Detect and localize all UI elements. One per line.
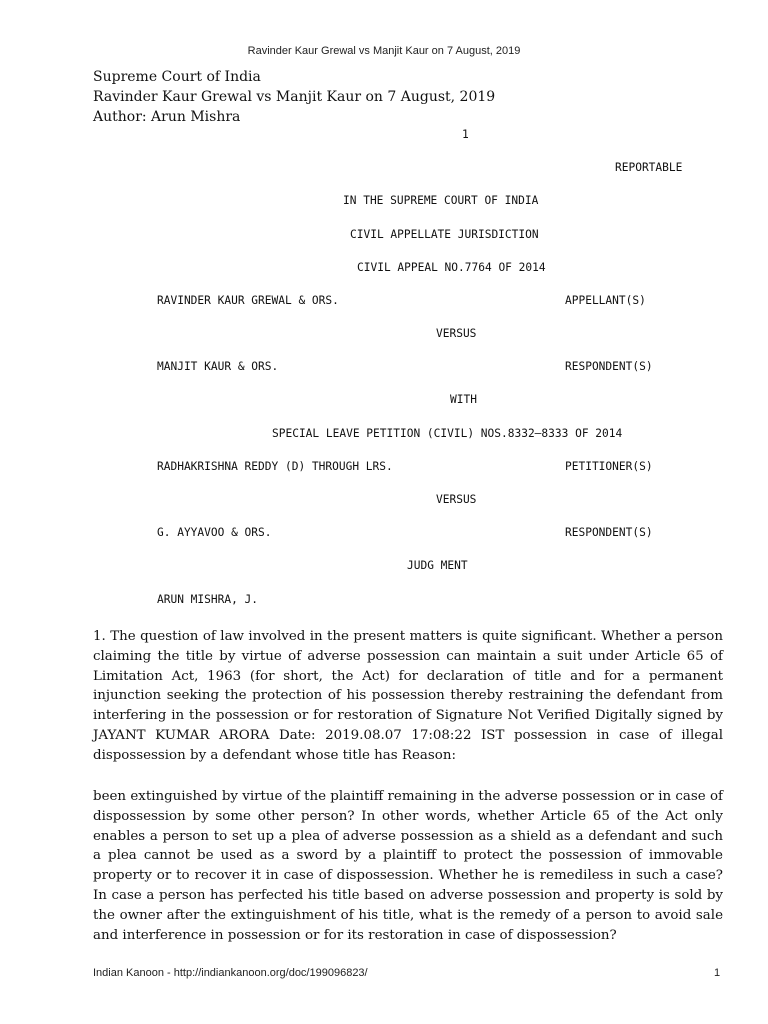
versus-label: VERSUS	[436, 327, 477, 340]
paragraph-2: been extinguished by virtue of the plaintiff remaining in the adverse possession or in case of dispossession by some other person? In other words, whether Article 65 of the Act only enables a person to set up a plea of adverse possession as a shield as a defendant and such a plea cannot be used as a sword by a plaintiff to protect the possession of immovable property or to recover it in case of dispossession. Whether he is remediless in such a case? In case a person has perfected his title based on adverse possession and property is sold by the owner after the extinguishment of his title, what is the remedy of a person to avoid sale and interference in possession or for its restoration in case of dispossession?	[93, 789, 723, 943]
court-name: Supreme Court of India	[93, 69, 261, 85]
versus-label-2: VERSUS	[436, 493, 477, 506]
respondent-name: MANJIT KAUR & ORS.	[157, 360, 279, 373]
reportable-label: REPORTABLE	[615, 161, 683, 174]
petitioner-name: RADHAKRISHNA REDDY (D) THROUGH LRS.	[157, 460, 393, 473]
paragraph-1: 1. The question of law involved in the present matters is quite significant. Whether a person claiming the title by virtue of adverse possession can maintain a suit under Article 65 of Limitation Act, 1963 (for short, the Act) for declaration of title and for a permanent injunction seeking the protection of his possession thereby restraining the defendant from interfering in the possession or for restoration of Signature Not Verified Digitally signed by JAYANT KUMAR ARORA Date: 2019.08.07 17:08:22 IST possession in case of illegal dispossession by a defendant whose title has Reason:	[93, 629, 723, 763]
with-label: WITH	[450, 393, 477, 406]
author-line: Author: Arun Mishra	[93, 109, 241, 125]
footer-page-number: 1	[714, 967, 721, 979]
respondent-role: RESPONDENT(S)	[565, 360, 653, 373]
running-header: Ravinder Kaur Grewal vs Manjit Kaur on 7 August, 2019	[247, 45, 521, 57]
court-heading: IN THE SUPREME COURT OF INDIA	[343, 194, 539, 207]
document-meta	[93, 67, 495, 127]
appellant-role: APPELLANT(S)	[565, 294, 646, 307]
appeal-number: CIVIL APPEAL NO.7764 OF 2014	[357, 261, 546, 274]
petitioner-role: PETITIONER(S)	[565, 460, 653, 473]
caption-page-number: 1	[462, 128, 469, 141]
appellant-name: RAVINDER KAUR GREWAL & ORS.	[157, 294, 339, 307]
respondent-name-2: G. AYYAVOO & ORS.	[157, 526, 272, 539]
slp-heading: SPECIAL LEAVE PETITION (CIVIL) NOS.8332–8333 OF 2014	[272, 427, 623, 440]
footer-source-link[interactable]: Indian Kanoon - http://indiankanoon.org/doc/199096823/	[93, 967, 368, 979]
respondent-role-2: RESPONDENT(S)	[565, 526, 653, 539]
jurisdiction-heading: CIVIL APPELLATE JURISDICTION	[350, 228, 539, 241]
judgment-heading: JUDG MENT	[407, 559, 468, 572]
case-title: Ravinder Kaur Grewal vs Manjit Kaur on 7 August, 2019	[93, 89, 496, 105]
judge-name: ARUN MISHRA, J.	[157, 593, 259, 606]
